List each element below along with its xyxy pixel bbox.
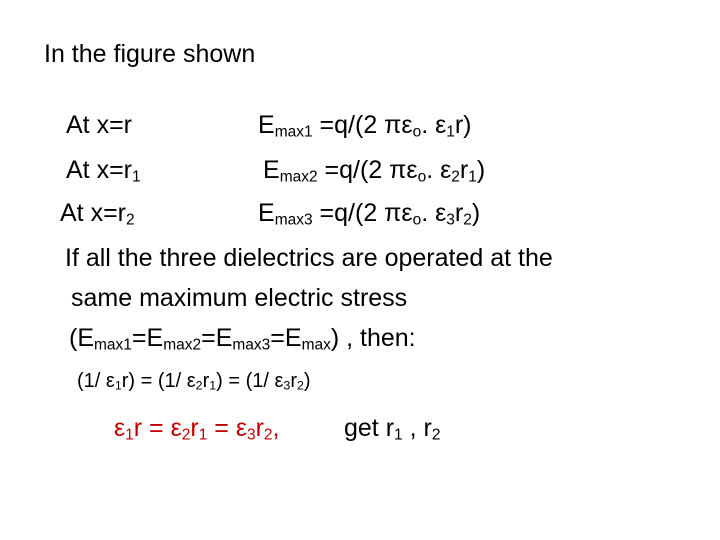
- slide-title: In the figure shown: [44, 40, 256, 68]
- ratio-equation: (1/ $\varepsilon_1r) = (1/$ $\varepsilon_2r_1) = (1/$ $\varepsilon_3r_2$): [77, 370, 311, 393]
- paragraph-line-3: $(E_{max1}=E_{max2}=E_{max3}=E_{max})$ , then:: [69, 324, 416, 354]
- row-3-label: At $x=r_2$: [60, 199, 135, 229]
- row-1-label: At x=r: [66, 111, 132, 139]
- row-2-label: At $x=r_1$: [66, 156, 141, 186]
- result-equation: $\varepsilon_1r = \varepsilon_2r_1 = \varepsilon_3r_2$,: [114, 414, 280, 444]
- row-2-equation: $E_{max2} =q/(2$ $\pi\varepsilon_o$. $\varepsilon_2r_1$): [263, 156, 486, 186]
- result-get-text: get $r_1$ , $r_2$: [344, 414, 441, 444]
- paragraph-line-2: same maximum electric stress: [71, 284, 408, 312]
- paragraph-line-1: If all the three dielectrics are operated at the: [65, 244, 553, 272]
- row-1-equation: $E_{max1} =q/(2$ $\pi\varepsilon_o$. $\varepsilon_1r$): [258, 111, 472, 141]
- row-3-equation: $E_{max3} =q/(2$ $\pi\varepsilon_o$. $\varepsilon_3r_2$): [258, 199, 481, 229]
